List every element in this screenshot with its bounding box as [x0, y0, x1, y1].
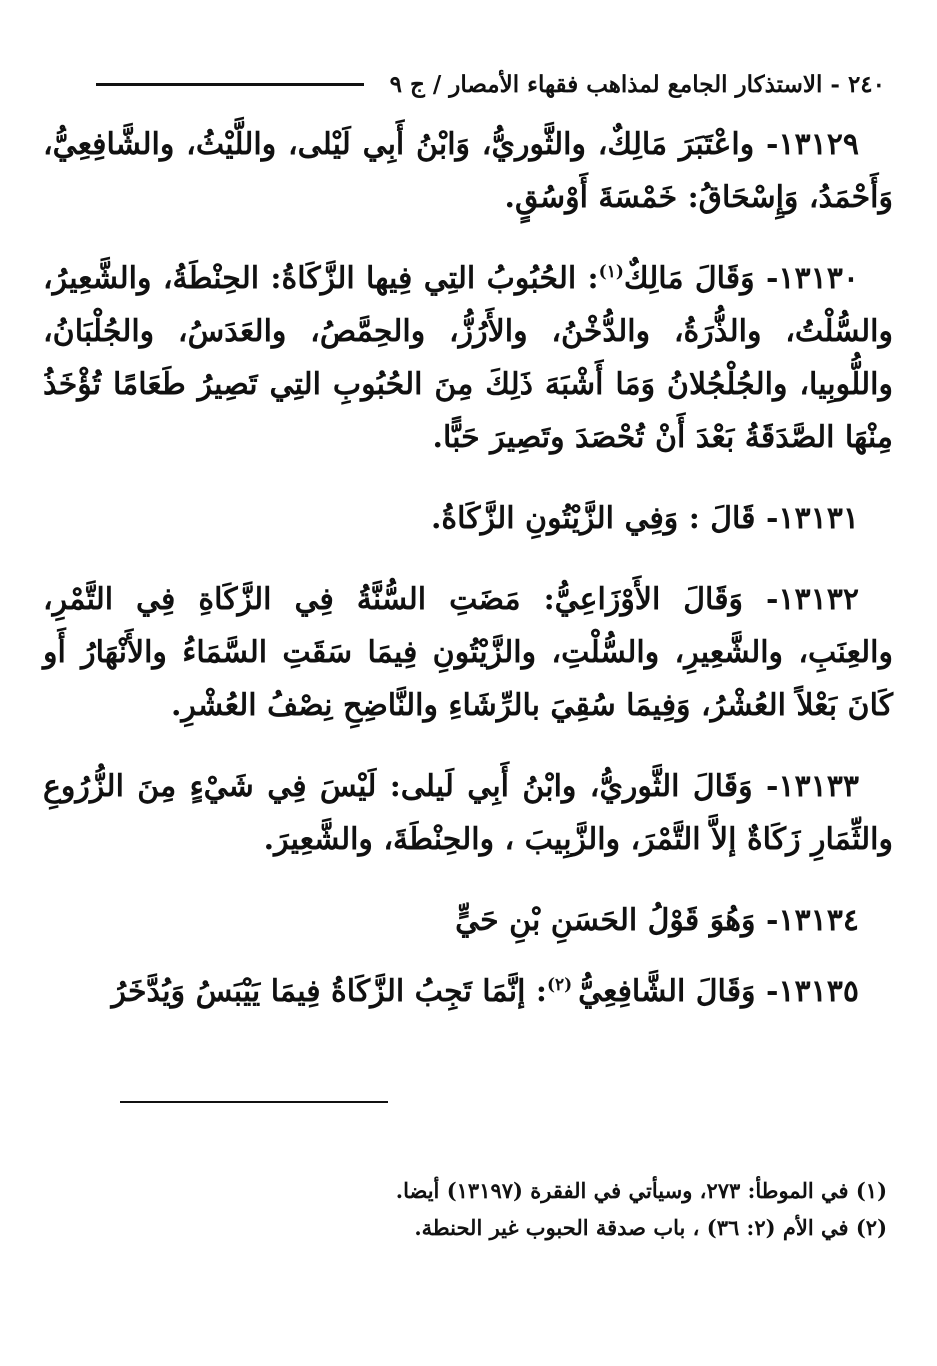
footnote-2: (٢) في الأم (٢: ٣٦) ، باب صدقة الحبوب غير الحنطة.: [414, 1215, 887, 1240]
paragraph-13135: [43, 965, 893, 1018]
book-title: - الاستذكار الجامع لمذاهب فقهاء الأمصار / ج ٩: [389, 70, 840, 98]
paragraph-text: - قَالَ : وَفِي الزَّيْتُونِ الزَّكَاةُ.: [430, 501, 779, 536]
footnote-marker-2: (٢): [546, 975, 579, 995]
running-header: [65, 64, 885, 104]
footnote-marker-1: (١): [598, 262, 624, 282]
footnotes: [67, 1172, 887, 1246]
paragraph-text-continued: : الحُبُوبُ التِي فِيها الزَّكَاةُ: الحِنْطَةُ، والشَّعِيرُ، والسُّلْتُ، والذُّرَةُ، والدُّخْنُ، والأَرُزُّ، والحِمَّصُ، والعَدَسُ، والجُلْبَانُ، واللُّوبِيا، والجُلْجُلانُ وَمَا أَشْبَهَ ذَلِكَ مِنَ الحُبُوبِ التِي تَصِيرُ طَعَامًا تُؤْخَذُ مِنْهَا الصَّدَقَةُ بَعْدَ أَنْ تُحْصَدَ وتَصِيرَ حَبًّا.: [43, 261, 893, 455]
page-number: ٢٤٠: [847, 70, 885, 98]
paragraph-number: ١٣١٣١: [778, 501, 859, 536]
header-text: [390, 71, 885, 98]
paragraph-number: ١٣١٣٤: [778, 903, 859, 938]
paragraph-13131: [43, 492, 893, 545]
paragraph-text: - واعْتَبَرَ مَالِكٌ، والثَّوريُّ، وَابْنُ أَبِي لَيْلى، واللَّيْثُ، والشَّافِعِيُّ، وَأَحْمَدُ، وَإِسْحَاقُ: خَمْسَةَ أَوْسُقٍ.: [43, 127, 893, 215]
paragraph-number: ١٣١٢٩: [778, 127, 859, 162]
paragraph-13133: [43, 760, 893, 866]
paragraph-13134: [43, 894, 893, 947]
paragraph-text: - وَقَالَ الشَّافِعِيُّ: [578, 974, 779, 1009]
paragraph-text: - وَقَالَ الثَّوريُّ، وابْنُ أَبِي لَيلى: لَيْسَ فِي شَيْءٍ مِنَ الزُّرُوعِ والثِّمَارِ زَكَاةٌ إلاَّ التَّمْرَ، والزَّبِيبَ ، والحِنْطَةَ، والشَّعِيرَ.: [43, 769, 893, 857]
paragraph-text: - وَهُوَ قَوْلُ الحَسَنِ بْنِ حَيٍّ: [455, 903, 779, 938]
paragraph-text-continued: : إنَّمَا تَجِبُ الزَّكَاةُ فِيمَا يَيْبَسُ وَيُدَّخَرُ: [111, 974, 547, 1009]
paragraph-13130: [43, 252, 893, 464]
paragraph-number: ١٣١٣٢: [778, 582, 859, 617]
paragraph-13129: [43, 118, 893, 224]
paragraph-text: - وَقَالَ الأَوْزَاعِيُّ: مَضَتِ السُّنَّةُ فِي الزَّكَاةِ فِي التَّمْرِ، والعِنَبِ، والشَّعِيرِ، والسُّلْتِ، والزَّيْتُونِ فِيمَا سَقَتِ السَّمَاءُ والأَنْهَارُ أَو كَانَ بَعْلاً العُشْرُ، وَفِيمَا سُقِيَ بالرِّشَاءِ والنَّاضِحِ نِصْفُ العُشْرِ.: [43, 582, 893, 723]
footnote-separator: [120, 1101, 388, 1103]
main-text: [43, 118, 893, 1046]
paragraph-number: ١٣١٣٣: [778, 769, 859, 804]
paragraph-13132: [43, 573, 893, 732]
paragraph-number: ١٣١٣٠: [778, 261, 859, 296]
paragraph-number: ١٣١٣٥: [778, 974, 859, 1009]
header-rule: [96, 83, 364, 86]
footnote-1: (١) في الموطأ: ٢٧٣، وسيأتي في الفقرة (١٣١٩٧) أيضا.: [395, 1178, 887, 1203]
paragraph-text: - وَقَالَ مَالِكٌ: [623, 261, 779, 296]
